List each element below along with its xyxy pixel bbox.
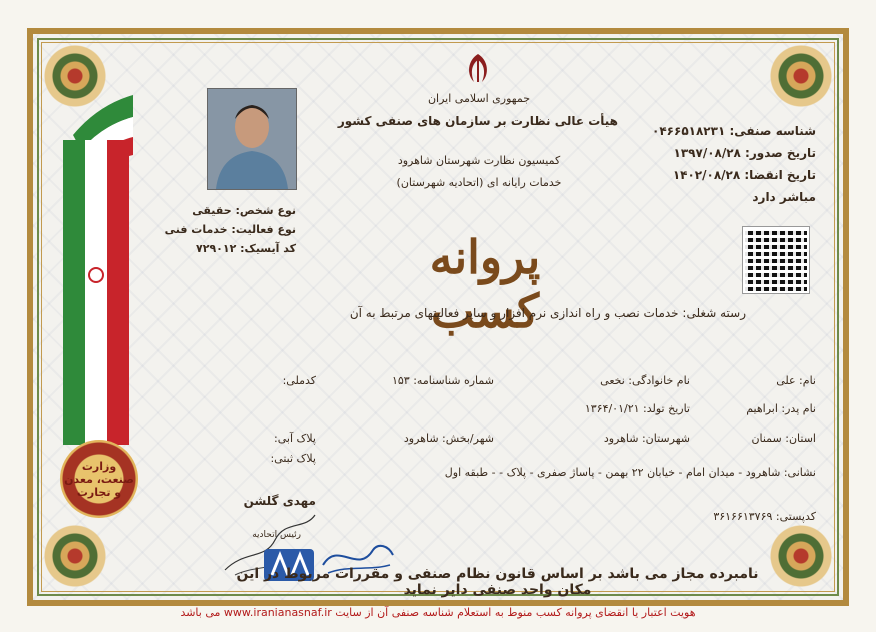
corner-ornament-top-right — [770, 45, 832, 107]
postal-code: کدپستی: ۳۶۱۶۶۱۳۷۶۹ — [713, 510, 816, 523]
certificate-title: پروانه کسب — [429, 230, 541, 338]
national-code: کدملی: — [282, 374, 316, 387]
iran-emblem-icon — [460, 52, 496, 84]
commission-name: کمیسیون نظارت شهرستان شاهرود — [397, 154, 561, 167]
qr-code[interactable] — [743, 227, 809, 293]
iran-flag-ribbon-icon — [63, 95, 133, 445]
isic-code: کد آیسیک: ۷۲۹۰۱۲ — [196, 242, 296, 255]
father-name: نام پدر: ابراهیم — [746, 402, 816, 415]
city: شهر/بخش: شاهرود — [403, 432, 494, 445]
direct-manager: مباشر دارد — [752, 190, 816, 204]
address: نشانی: شاهرود - میدان امام - خیابان ۲۲ بهمن - پاساژ صفری - پلاک - - طبقه اول — [444, 466, 816, 479]
first-name: نام: علی — [776, 374, 816, 387]
corner-ornament-bottom-right — [770, 525, 832, 587]
seal-line-3: و تجارت — [76, 486, 122, 499]
family-name: نام خانوادگی: نخعی — [600, 374, 690, 387]
person-type: نوع شخص: حقیقی — [192, 204, 296, 217]
signer-name: مهدی گلشن — [243, 494, 316, 508]
issue-date: تاریخ صدور: ۱۳۹۷/۰۸/۲۸ — [673, 146, 816, 160]
seal-line-2: صنعت، معدن — [64, 473, 134, 486]
holder-photo — [207, 88, 297, 190]
plate-blue: پلاک آبی: — [274, 432, 316, 445]
job-field: رسته شغلی: خدمات نصب و راه اندازی نرم افزار و سایر فعالیتهای مرتبط به آن — [349, 306, 746, 320]
province: استان: سمنان — [751, 432, 816, 445]
legal-footer: نامبرده مجاز می باشد بر اساس قانون نظام صنفی و مقررات مربوط در این مکان واحد صنفی دایر نماید — [236, 566, 759, 598]
ministry-seal-text — [60, 460, 138, 499]
expiry-date: تاریخ انقضا: ۱۴۰۲/۰۸/۲۸ — [672, 168, 816, 182]
plate-registered: پلاک ثبتی: — [270, 452, 316, 465]
seal-line-1: وزارت — [81, 460, 117, 473]
birth-date: تاریخ تولد: ۱۳۶۴/۰۱/۲۱ — [584, 402, 690, 415]
id-number: شماره شناسنامه: ۱۵۳ — [391, 374, 494, 387]
guild-id: شناسه صنفی: ۰۴۶۶۵۱۸۲۳۱ — [652, 124, 816, 138]
board-name: هیأت عالی نظارت بر سازمان های صنفی کشور — [337, 114, 618, 128]
corner-ornament-bottom-left — [44, 525, 106, 587]
country-name: جمهوری اسلامی ایران — [427, 92, 531, 105]
verification-notice[interactable]: هویت اعتبار یا انقضای پروانه کسب منوط به استعلام شناسه صنفی آن از سایت www.iranianasnaf.ir می باشد — [180, 606, 696, 619]
signer-role: رئیس اتحادیه — [252, 530, 301, 540]
union-name: خدمات رایانه ای (اتحادیه شهرستان) — [396, 176, 562, 189]
activity-type: نوع فعالیت: خدمات فنی — [164, 223, 296, 236]
person-photo-icon — [208, 89, 296, 189]
county: شهرستان: شاهرود — [603, 432, 690, 445]
